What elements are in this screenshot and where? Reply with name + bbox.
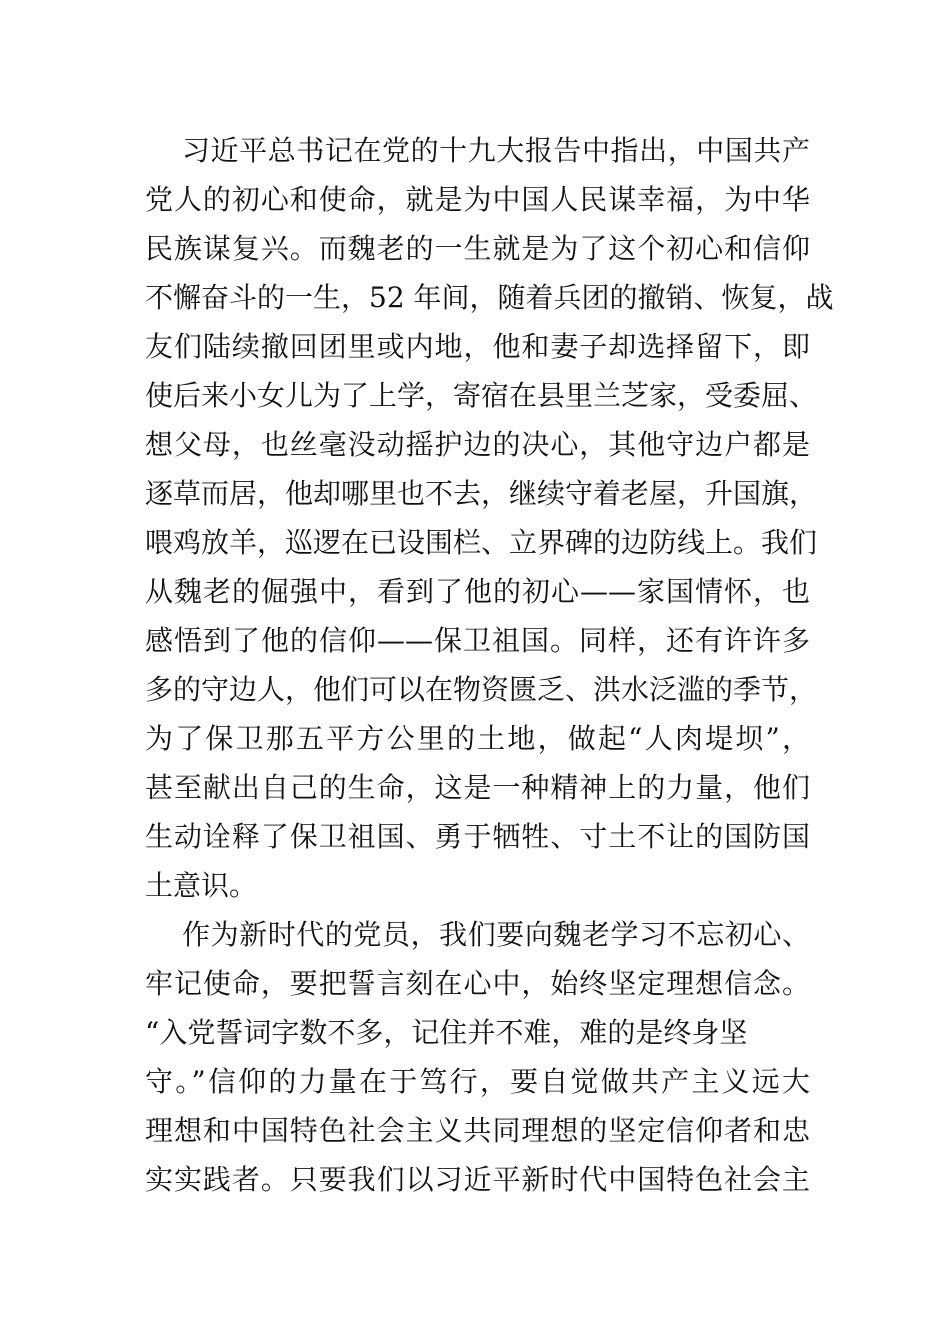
paragraph-line: 甚至献出自己的生命，这是一种精神上的力量，他们 <box>145 771 810 804</box>
paragraph-line: 喂鸡放羊，巡逻在已设围栏、立界碑的边防线上。我们 <box>145 526 818 559</box>
paragraph-line: 多的守边人，他们可以在物资匮乏、洪水泛滥的季节， <box>145 673 818 706</box>
paragraph-line: 想父母，也丝毫没动摇护边的决心，其他守边户都是 <box>145 428 810 461</box>
paragraph-line: 使后来小女儿为了上学，寄宿在县里兰芝家，受委屈、 <box>145 379 818 412</box>
paragraph-line: 土意识。 <box>145 869 258 902</box>
paragraph-line: 从魏老的倔强中，看到了他的初心——家国情怀，也 <box>145 575 810 608</box>
paragraph-line: 逐草而居，他却哪里也不去，继续守着老屋，升国旗， <box>145 477 818 510</box>
paragraph-line: “入党誓词字数不多，记住并不难，难的是终身坚 <box>145 1016 748 1049</box>
paragraph-line: 感悟到了他的信仰——保卫祖国。同样，还有许许多 <box>145 624 810 657</box>
paragraph-line: 党人的初心和使命，就是为中国人民谋幸福，为中华 <box>145 183 810 216</box>
paragraph-2 <box>145 910 810 1204</box>
paragraph-line: 习近平总书记在党的十九大报告中指出，中国共产 <box>182 134 810 167</box>
paragraph-line: 不懈奋斗的一生，52 年间，随着兵团的撤销、恢复，战 <box>145 281 834 314</box>
paragraph-line: 生动诠释了保卫祖国、勇于牺牲、寸土不让的国防国 <box>145 820 810 853</box>
paragraph-line: 实实践者。只要我们以习近平新时代中国特色社会主 <box>145 1163 810 1196</box>
paragraph-line: 理想和中国特色社会主义共同理想的坚定信仰者和忠 <box>145 1114 810 1147</box>
paragraph-line: 牢记使命，要把誓言刻在心中，始终坚定理想信念。 <box>145 967 810 1000</box>
paragraph-line: 为了保卫那五平方公里的土地，做起“人肉堤坝”， <box>145 722 810 755</box>
document-body <box>145 126 834 1204</box>
paragraph-1 <box>145 126 834 910</box>
paragraph-line: 作为新时代的党员，我们要向魏老学习不忘初心、 <box>182 918 810 951</box>
paragraph-line: 守。”信仰的力量在于笃行，要自觉做共产主义远大 <box>145 1065 810 1098</box>
paragraph-line: 友们陆续撤回团里或内地，他和妻子却选择留下，即 <box>145 330 810 363</box>
paragraph-line: 民族谋复兴。而魏老的一生就是为了这个初心和信仰 <box>145 232 810 265</box>
